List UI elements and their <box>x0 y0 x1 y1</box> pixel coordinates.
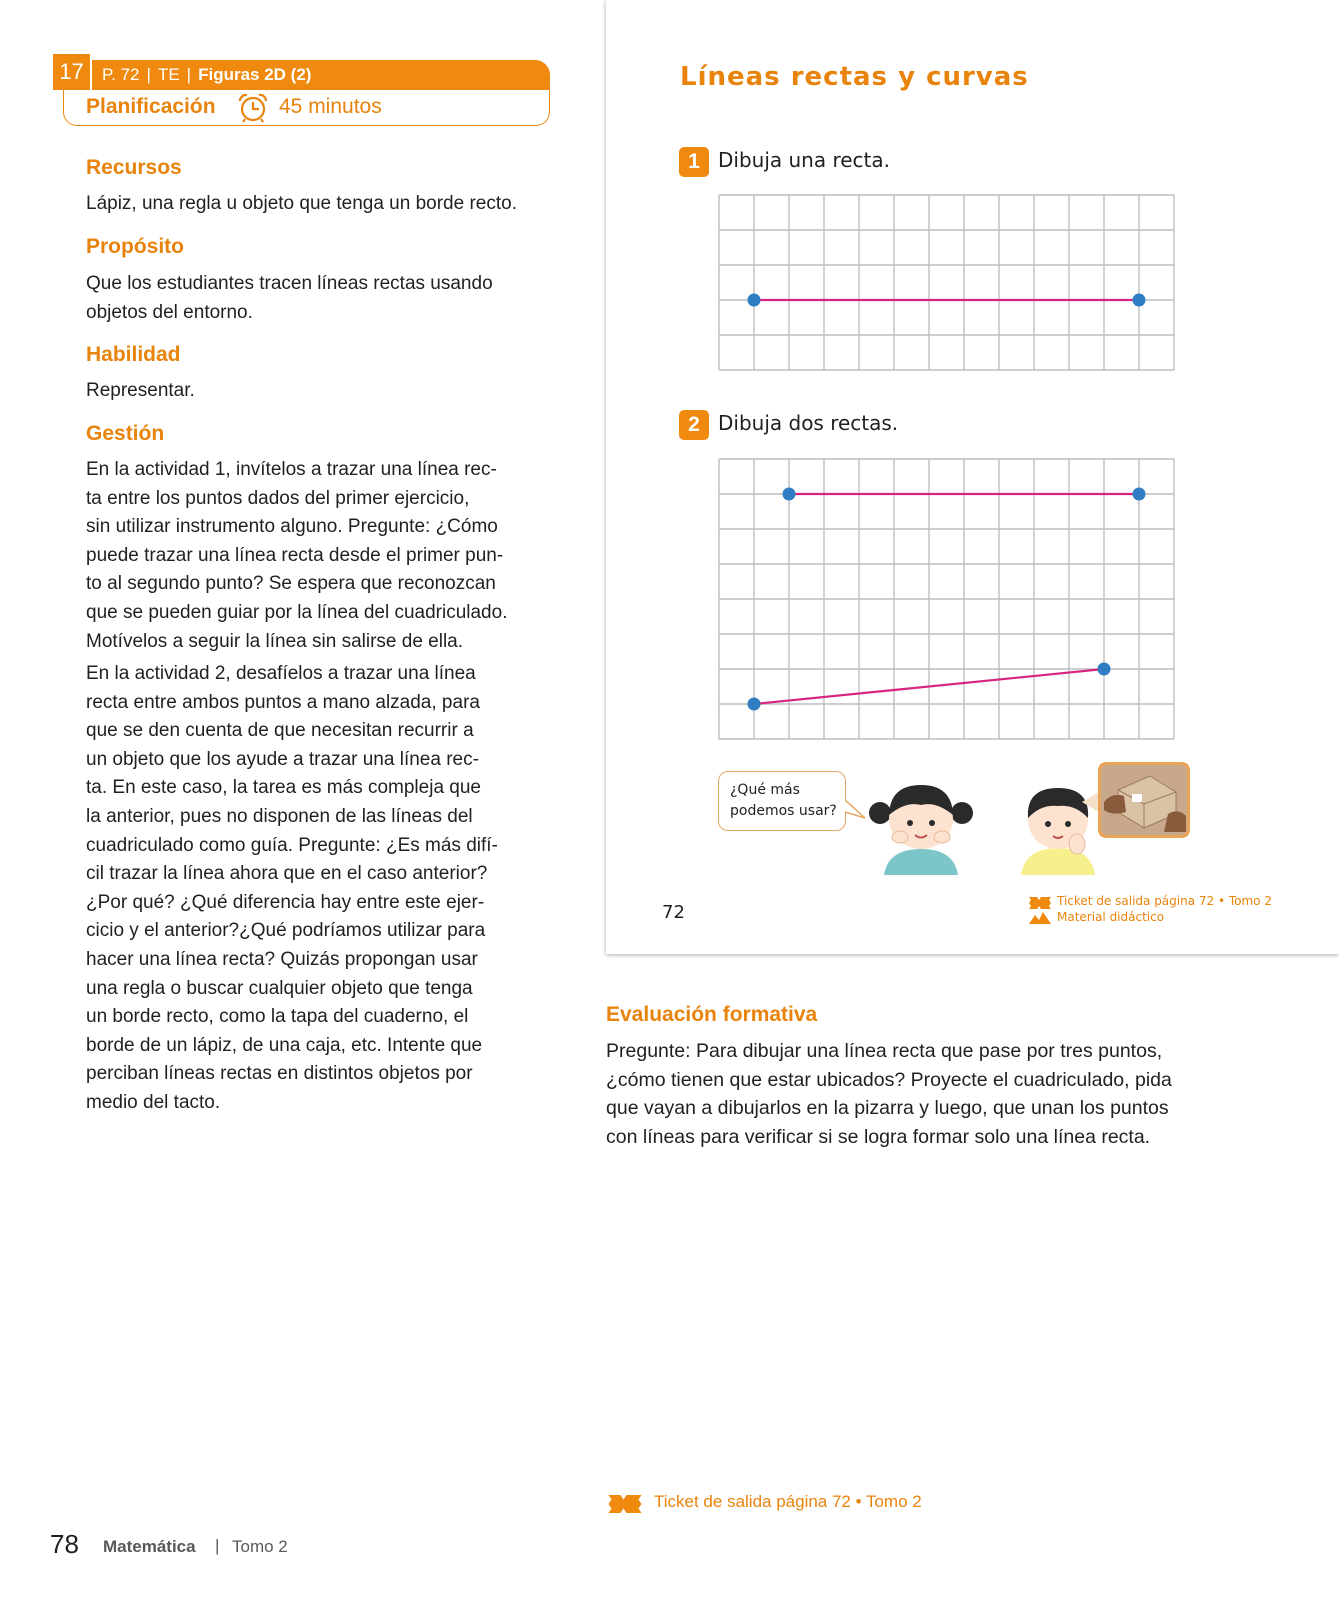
gestion-heading: Gestión <box>86 422 165 445</box>
text-line: ta entre los puntos dados del primer ejercicio, <box>86 487 470 509</box>
activity-2-badge: 2 <box>679 410 709 440</box>
text-line: ¿cómo tienen que estar ubicados? Proyecte el cuadriculado, pida <box>606 1068 1172 1091</box>
habilidad-text <box>86 377 548 406</box>
proposito-heading: Propósito <box>86 235 184 258</box>
proposito-text <box>86 270 548 327</box>
textbook-page-number: 72 <box>662 902 685 923</box>
point-dot <box>1098 663 1111 676</box>
speech-bubble-tail <box>845 800 867 820</box>
text-line: que se pueden guiar por la línea del cuadriculado. <box>86 601 508 623</box>
textbook-page <box>606 0 1339 954</box>
text-line: Que los estudiantes tracen líneas rectas usando <box>86 273 493 294</box>
subject-label: Matemática <box>103 1537 196 1556</box>
bubble-line: podemos usar? <box>730 803 837 819</box>
text-line: En la actividad 2, desafíelos a trazar una línea <box>86 663 476 684</box>
point-dot <box>748 698 761 711</box>
text-line: ¿Por qué? ¿Qué diferencia hay entre este ejer- <box>86 891 485 913</box>
text-line: sin utilizar instrumento alguno. Pregunte: ¿Cómo <box>86 516 498 538</box>
ticket-note: Ticket de salida página 72 • Tomo 2 <box>654 1492 922 1511</box>
material-icon <box>1029 912 1051 924</box>
habilidad-heading: Habilidad <box>86 343 181 366</box>
lesson-meta: P. 72 | TE | Figuras 2D (2) <box>102 65 312 84</box>
page-number: 78 <box>50 1529 79 1559</box>
point-dot <box>1133 488 1146 501</box>
evaluacion-heading: Evaluación formativa <box>606 1003 818 1026</box>
text-line: puede trazar una línea recta desde el primer pun- <box>86 544 504 566</box>
text-line: Motívelos a seguir la línea sin salirse de ella. <box>86 630 464 652</box>
text-line: objetos del entorno. <box>86 301 253 323</box>
recursos-text <box>86 190 548 219</box>
ticket-icon <box>606 1495 644 1513</box>
text-line: recta entre ambos puntos a mano alzada, para <box>86 691 480 713</box>
girl-illustration <box>866 775 976 875</box>
lesson-type: TE <box>157 65 180 84</box>
bubble-line: ¿Qué más <box>730 782 800 798</box>
point-dot <box>783 488 796 501</box>
speech-bubble <box>718 771 846 831</box>
text-line: hacer una línea recta? Quizás propongan usar <box>86 948 478 970</box>
text-line: perciban líneas rectas en distintos objetos por <box>86 1063 473 1085</box>
gestion-paragraph-1 <box>86 456 548 656</box>
text-line: que se den cuenta de que necesitan recurrir a <box>86 720 474 742</box>
planning-duration: 45 minutos <box>279 95 382 118</box>
text-line: un objeto que los ayude a trazar una línea rec- <box>86 748 479 770</box>
planning-label: Planificación <box>86 95 216 118</box>
activity-1-badge: 1 <box>679 147 709 177</box>
point-dot <box>1133 294 1146 307</box>
text-line: En la actividad 1, invítelos a trazar una línea rec- <box>86 459 497 480</box>
box-photo <box>1098 762 1190 838</box>
text-line: ta. En este caso, la tarea es más compleja que <box>86 777 481 799</box>
activity-2-grid[interactable] <box>718 458 1176 741</box>
text-line: Lápiz, una regla u objeto que tenga un borde recto. <box>86 193 517 214</box>
evaluacion-text <box>606 1037 1226 1151</box>
alarm-clock-icon <box>236 92 270 124</box>
text-line: un borde recto, como la tapa del cuaderno, el <box>86 1006 469 1028</box>
text-line: cicio y el anterior?¿Qué podríamos utilizar para <box>86 920 486 942</box>
recursos-heading: Recursos <box>86 156 182 179</box>
gestion-paragraph-2 <box>86 660 548 1118</box>
text-line: medio del tacto. <box>86 1091 221 1113</box>
text-line: cuadriculado como guía. Pregunte: ¿Es más difí- <box>86 834 498 856</box>
volume-label: Tomo 2 <box>232 1537 288 1556</box>
textbook-ticket-note: Ticket de salida página 72 • Tomo 2 <box>1057 894 1272 908</box>
lesson-topic: Figuras 2D (2) <box>198 65 312 84</box>
activity-2-instruction: Dibuja dos rectas. <box>718 411 899 435</box>
activity-1-instruction: Dibuja una recta. <box>718 148 891 172</box>
text-line: to al segundo punto? Se espera que reconozcan <box>86 573 496 595</box>
activity-1-grid[interactable] <box>718 194 1176 372</box>
point-dot <box>748 294 761 307</box>
textbook-material-note: Material didáctico <box>1057 910 1165 924</box>
text-line: Pregunte: Para dibujar una línea recta que pase por tres puntos, <box>606 1040 1163 1062</box>
footer-separator: | <box>215 1536 220 1555</box>
ticket-icon <box>1029 897 1051 909</box>
text-line: con líneas para verificar si se logra formar solo una línea recta. <box>606 1125 1151 1148</box>
lesson-number: 17 <box>53 54 92 90</box>
text-line: que vayan a dibujarlos en la pizarra y luego, que unan los puntos <box>606 1097 1169 1120</box>
text-line: la anterior, pues no disponen de las líneas del <box>86 805 473 827</box>
text-line: Representar. <box>86 380 195 401</box>
page-ref: P. 72 <box>102 65 140 84</box>
text-line: borde de un lápiz, de una caja, etc. Intente que <box>86 1034 483 1056</box>
text-line: cil trazar la línea ahora que en el caso anterior? <box>86 863 488 885</box>
text-line: una regla o buscar cualquier objeto que tenga <box>86 977 473 999</box>
textbook-title: Líneas rectas y curvas <box>680 62 1029 92</box>
